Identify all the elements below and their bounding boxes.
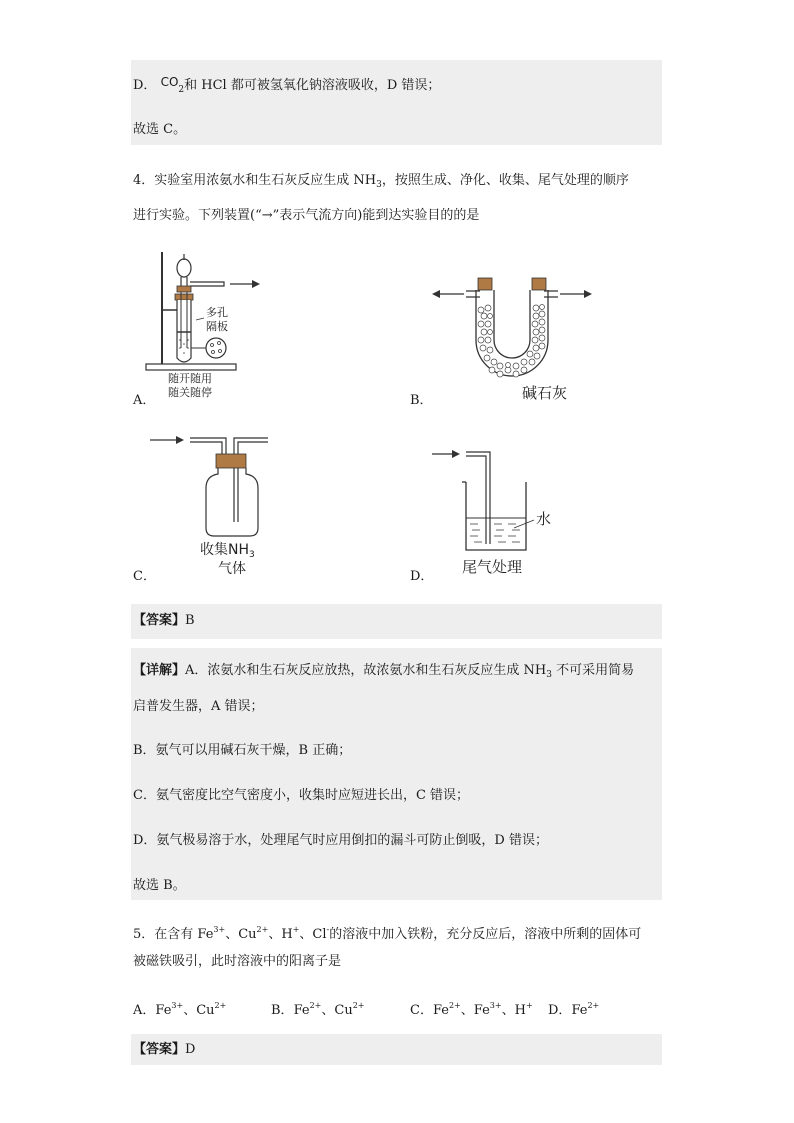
stopper-left (478, 278, 492, 290)
co2-formula: CO (160, 75, 179, 89)
figure-c-gas-bottle (150, 428, 290, 578)
stopper-bottom (175, 294, 193, 300)
co2-subscript: 2 (178, 85, 185, 95)
shade-detail-q4 (131, 648, 662, 900)
q4-detail-line1 (133, 661, 634, 685)
label-a-bottom-2: 随关随停 (168, 386, 212, 398)
u-tube-inner (494, 290, 530, 358)
option-c-label: C． (133, 569, 156, 584)
fe2-sup: 2+ (309, 1001, 322, 1010)
fe2-sup: 2+ (587, 1001, 600, 1010)
q5-option-d (548, 996, 599, 1021)
fe-ion: Fe (293, 1003, 310, 1018)
cu-superscript: 2+ (256, 925, 269, 934)
funnel-bulb (177, 259, 191, 277)
option-d-label: D． (410, 569, 434, 584)
h-ion: H (281, 927, 293, 942)
tube-long (234, 438, 268, 522)
fe-ion: Fe (155, 1003, 172, 1018)
q4-detail-line2: 启普发生器，A 错误； (133, 699, 264, 714)
q4-answer (133, 611, 195, 631)
cu-ion: Cu (238, 927, 257, 942)
fe-ion: Fe (473, 1003, 490, 1018)
q5-option-a (133, 996, 226, 1021)
stopper-top (177, 286, 191, 292)
q5-stem-rest: 的溶液中加入铁粉，充分反应后，溶液中所剩的固体可 (329, 927, 642, 942)
fe-ion: Fe (571, 1003, 588, 1018)
separator: 、 (268, 927, 282, 942)
detail-nh3-subscript: 3 (546, 670, 552, 680)
h-ion: H (514, 1003, 526, 1018)
fe-ion: Fe (432, 1003, 449, 1018)
separator: 、 (183, 1003, 197, 1018)
clamp-knob (206, 338, 226, 358)
q4-conclusion: 故选 B。 (133, 878, 186, 893)
q4-detail-c: C．氨气密度比空气密度小，收集时应短进长出，C 错误； (133, 788, 470, 803)
figure-b-u-tube (430, 270, 600, 405)
top-line-d (133, 72, 440, 100)
option-b-label: B． (410, 393, 433, 408)
shade-answer-q5 (131, 1034, 662, 1065)
cl-superscript: - (326, 925, 330, 934)
cu-ion: Cu (334, 1003, 353, 1018)
top-line-d-rest: 和 HCl 都可被氢氧化钠溶液吸收，D 错误； (184, 78, 441, 93)
beaker (466, 482, 526, 550)
q4-detail-d: D．氨气极易溶于水，处理尾气时应用倒扣的漏斗可防止倒吸，D 错误； (133, 833, 548, 848)
answer-value-q5: D (185, 1042, 196, 1057)
separator: 、 (299, 927, 313, 942)
q4-detail-b: B．氨气可以用碱石灰干燥，B 正确； (133, 743, 352, 758)
separator: 、 (460, 1003, 474, 1018)
shade-answer-q4 (131, 604, 662, 639)
option-a-label-q5: A． (133, 1003, 156, 1018)
cu2-sup: 2+ (352, 1001, 365, 1010)
label-gas: 气体 (218, 561, 246, 577)
q4-stem-pre: 4．实验室用浓氨水和生石灰反应生成 NH (133, 173, 377, 188)
top-line-d-prefix: D． (133, 78, 157, 93)
label-collect-nh3: 收集$NH_3$ (200, 542, 255, 560)
q4-stem-post: ，按照生成、净化、收集、尾气处理的顺序 (381, 173, 629, 188)
q5-option-c (410, 996, 533, 1021)
outlet-tube (190, 282, 224, 286)
water-pointer (514, 520, 534, 528)
stand-base (146, 364, 236, 370)
h-superscript: + (292, 925, 300, 934)
label-porous-2: 隔板 (206, 320, 228, 333)
option-c-label-q5: C． (410, 1003, 433, 1018)
cu-ion: Cu (196, 1003, 215, 1018)
figure-d-tail-gas (430, 444, 570, 579)
stopper-right (532, 278, 546, 290)
answer-value: B (185, 613, 195, 628)
stopper-c (216, 454, 246, 468)
option-a-label: A． (133, 393, 156, 408)
option-d-label-q5: D． (548, 1003, 572, 1018)
q5-stem-line1 (133, 920, 641, 945)
q4-stem-line2: 进行实验。下列装置(“→”表示气流方向)能到达实验目的的是 (133, 208, 480, 223)
answer-label: 【答案】 (133, 613, 186, 628)
q5-stem-pre: 5．在含有 Fe (133, 927, 214, 942)
water-dashes (470, 524, 520, 542)
gas-bottle (206, 468, 258, 536)
q5-answer (133, 1040, 195, 1060)
label-soda-lime: 碱石灰 (522, 384, 568, 402)
separator: 、 (225, 927, 239, 942)
cl-ion: Cl (312, 927, 327, 942)
label-porous-1: 多孔 (206, 306, 228, 319)
q5-option-b (271, 996, 365, 1021)
h-sup: + (525, 1001, 533, 1010)
fe2-sup: 2+ (448, 1001, 461, 1010)
fe3-superscript: 3+ (213, 925, 226, 934)
fe3-sup: 3+ (489, 1001, 502, 1010)
detail-line1-post: 不可采用简易 (551, 663, 635, 678)
q4-stem-line1 (133, 171, 629, 195)
top-conclusion: 故选 C。 (133, 122, 187, 137)
option-b-label-q5: B． (271, 1003, 294, 1018)
separator: 、 (501, 1003, 515, 1018)
q5-stem-line2: 被磁铁吸引，此时溶液中的阳离子是 (133, 954, 342, 969)
cu2-sup: 2+ (214, 1001, 227, 1010)
label-water: 水 (536, 510, 552, 528)
detail-line1-pre: A．浓氨水和生石灰反应放热，故浓氨水和生石灰反应生成 NH (185, 663, 547, 678)
label-a-bottom-1: 随开随用 (168, 372, 212, 385)
answer-label-q5: 【答案】 (133, 1042, 186, 1057)
fe3-sup: 3+ (171, 1001, 184, 1010)
label-tail-gas: 尾气处理 (462, 558, 523, 576)
nh3-subscript: 3 (376, 180, 382, 190)
separator: 、 (321, 1003, 335, 1018)
detail-label: 【详解】 (133, 663, 186, 678)
figure-a-kipp-apparatus (140, 248, 280, 398)
